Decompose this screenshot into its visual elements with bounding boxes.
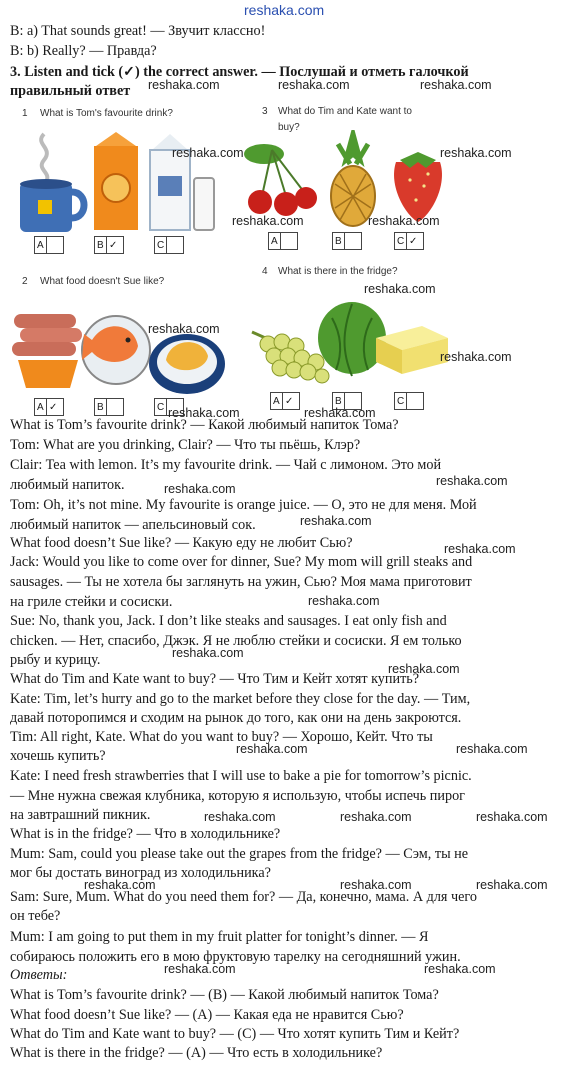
- text-line: Sam: Sure, Mum. What do you need them for? — Да, конечно, мама. А для чего: [10, 889, 477, 905]
- answer-option-box[interactable]: [34, 236, 64, 254]
- tick-mark: ✓: [285, 395, 294, 407]
- sausages-picture: [10, 306, 86, 392]
- watermark: reshaka.com: [236, 742, 308, 756]
- watermark: reshaka.com: [440, 146, 512, 160]
- answer-option-box[interactable]: [34, 398, 64, 416]
- tick-mark: ✓: [109, 239, 118, 251]
- task-title: 3. Listen and tick (✓) the correct answer. — Послушай и отметь галочкой: [10, 64, 469, 80]
- text-line: Mum: I am going to put them in my fruit platter for tonight’s dinner. — Я: [10, 929, 429, 945]
- option-letter: C: [395, 233, 407, 249]
- watermark: reshaka.com: [420, 78, 492, 92]
- watermark: reshaka.com: [456, 742, 528, 756]
- watermark: reshaka.com: [300, 514, 372, 528]
- fish-plate-picture: [78, 294, 154, 390]
- text-line: Tim: All right, Kate. What do you want to buy? — Хорошо, Кейт. Что ты: [10, 729, 433, 745]
- answer-line: What is there in the fridge? — (A) — Что есть в холодильнике?: [10, 1045, 383, 1061]
- answer-line: What food doesn’t Sue like? — (A) — Какая еда не нравится Сью?: [10, 1007, 404, 1023]
- question-caption: buy?: [278, 122, 300, 133]
- watermark: reshaka.com: [164, 482, 236, 496]
- answer-option-box[interactable]: [94, 398, 124, 416]
- text-line: Jack: Would you like to come over for dinner, Sue? My mom will grill steaks and: [10, 554, 473, 570]
- watermark: reshaka.com: [304, 406, 376, 420]
- watermark: reshaka.com: [476, 878, 548, 892]
- option-letter: B: [333, 233, 345, 249]
- text-line: на завтрашний пикник.: [10, 807, 151, 823]
- answer-line: What do Tim and Kate want to buy? — (C) — Что хотят купить Тим и Кейт?: [10, 1026, 460, 1042]
- watermark: reshaka.com: [148, 322, 220, 336]
- orange-juice-carton-picture: [88, 126, 144, 236]
- question-caption: What is Tom's favourite drink?: [40, 108, 173, 119]
- option-letter: C: [395, 393, 407, 409]
- text-line: Mum: Sam, could you please take out the grapes from the fridge? — Сэм, ты не: [10, 846, 469, 862]
- option-letter: A: [35, 399, 47, 415]
- watermark: reshaka.com: [444, 542, 516, 556]
- watermark: reshaka.com: [368, 214, 440, 228]
- cheese-picture: [372, 318, 452, 378]
- option-letter: B: [95, 399, 107, 415]
- text-line: собираюсь положить его в мою фруктовую тарелку на сегодняшний ужин.: [10, 949, 461, 965]
- text-line: Kate: I need fresh strawberries that I will use to bake a pie for tomorrow’s picnic.: [10, 768, 472, 784]
- text-line: любимый напиток.: [10, 477, 125, 493]
- watermark: reshaka.com: [440, 350, 512, 364]
- text-line: Kate: Tim, let’s hurry and go to the market before they close for the day. — Тим,: [10, 691, 471, 707]
- watermark: reshaka.com: [340, 810, 412, 824]
- question-number: 1: [22, 108, 28, 119]
- text-line: sausages. — Ты не хотела бы заглянуть на ужин, Сью? Моя мама приготовит: [10, 574, 472, 590]
- option-letter: A: [269, 233, 281, 249]
- site-watermark: reshaka.com: [244, 2, 325, 18]
- watermark: reshaka.com: [340, 878, 412, 892]
- watermark: reshaka.com: [84, 878, 156, 892]
- question-caption: What do Tim and Kate want to: [278, 106, 412, 117]
- watermark: reshaka.com: [172, 646, 244, 660]
- text-line: хочешь купить?: [10, 748, 106, 764]
- text-line: Tom: Oh, it’s not mine. My favourite is orange juice. — О, это не для меня. Мой: [10, 497, 477, 513]
- option-letter: C: [155, 399, 167, 415]
- watermark: reshaka.com: [232, 214, 304, 228]
- text-line: What do Tim and Kate want to buy? — Что Тим и Кейт хотят купить?: [10, 671, 420, 687]
- answer-line: What is Tom’s favourite drink? — (B) — Какой любимый напиток Тома?: [10, 987, 439, 1003]
- question-number: 3: [262, 106, 268, 117]
- text-line: Clair: Tea with lemon. It’s my favourite drink. — Чай с лимоном. Это мой: [10, 457, 442, 473]
- task-title: правильный ответ: [10, 83, 131, 99]
- answer-option-box[interactable]: [332, 232, 362, 250]
- text-line: он тебе?: [10, 908, 61, 924]
- watermark: reshaka.com: [172, 146, 244, 160]
- option-letter: C: [155, 237, 167, 253]
- option-letter: B: [95, 237, 107, 253]
- watermark: reshaka.com: [436, 474, 508, 488]
- text-line: мог бы достать виноград из холодильника?: [10, 865, 271, 881]
- watermark: reshaka.com: [164, 962, 236, 976]
- header-line: B: b) Really? — Правда?: [10, 43, 157, 59]
- watermark: reshaka.com: [204, 810, 276, 824]
- text-line: любимый напиток — апельсиновый сок.: [10, 517, 256, 533]
- watermark: reshaka.com: [424, 962, 496, 976]
- text-line: What is Tom’s favourite drink? — Какой любимый напиток Тома?: [10, 417, 399, 433]
- text-line: chicken. — Нет, спасибо, Джэк. Я не люблю стейки и сосиски. Я ем только: [10, 633, 462, 649]
- question-caption: What is there in the fridge?: [278, 266, 398, 277]
- question-caption: What food doesn't Sue like?: [40, 276, 165, 287]
- tea-mug-picture: [14, 126, 88, 236]
- answer-option-box[interactable]: [270, 392, 300, 410]
- answer-option-box[interactable]: [154, 236, 184, 254]
- text-line: рыбу и курицу.: [10, 652, 101, 668]
- watermark: reshaka.com: [476, 810, 548, 824]
- option-letter: A: [271, 393, 283, 409]
- watermark: reshaka.com: [278, 78, 350, 92]
- text-line: What food doesn’t Sue like? — Какую еду не любит Сью?: [10, 535, 353, 551]
- answer-option-box[interactable]: [394, 392, 424, 410]
- text-line: — Мне нужна свежая клубника, которую я использую, чтобы испечь пирог: [10, 788, 466, 804]
- tick-mark: ✓: [409, 235, 418, 247]
- question-number: 2: [22, 276, 28, 287]
- text-line: давай поторопимся и сходим на рынок до того, как они на день закроются.: [10, 710, 462, 726]
- option-letter: B: [333, 393, 345, 409]
- header-line: B: a) That sounds great! — Звучит классно!: [10, 23, 266, 39]
- watermark: reshaka.com: [308, 594, 380, 608]
- text-line: на гриле стейки и сосиски.: [10, 594, 173, 610]
- watermark: reshaka.com: [364, 282, 436, 296]
- answer-option-box[interactable]: [94, 236, 124, 254]
- text-line: What is in the fridge? — Что в холодильнике?: [10, 826, 281, 842]
- answers-heading: Ответы:: [10, 967, 68, 983]
- text-line: Sue: No, thank you, Jack. I don’t like steaks and sausages. I eat only fish and: [10, 613, 447, 629]
- tick-mark: ✓: [49, 401, 58, 413]
- answer-option-box[interactable]: [394, 232, 424, 250]
- watermark: reshaka.com: [388, 662, 460, 676]
- watermark: reshaka.com: [148, 78, 220, 92]
- option-letter: A: [35, 237, 47, 253]
- milk-carton-picture: [146, 126, 218, 236]
- question-number: 4: [262, 266, 268, 277]
- answer-option-box[interactable]: [268, 232, 298, 250]
- watermark: reshaka.com: [168, 406, 240, 420]
- text-line: Tom: What are you drinking, Clair? — Что ты пьёшь, Клэр?: [10, 437, 361, 453]
